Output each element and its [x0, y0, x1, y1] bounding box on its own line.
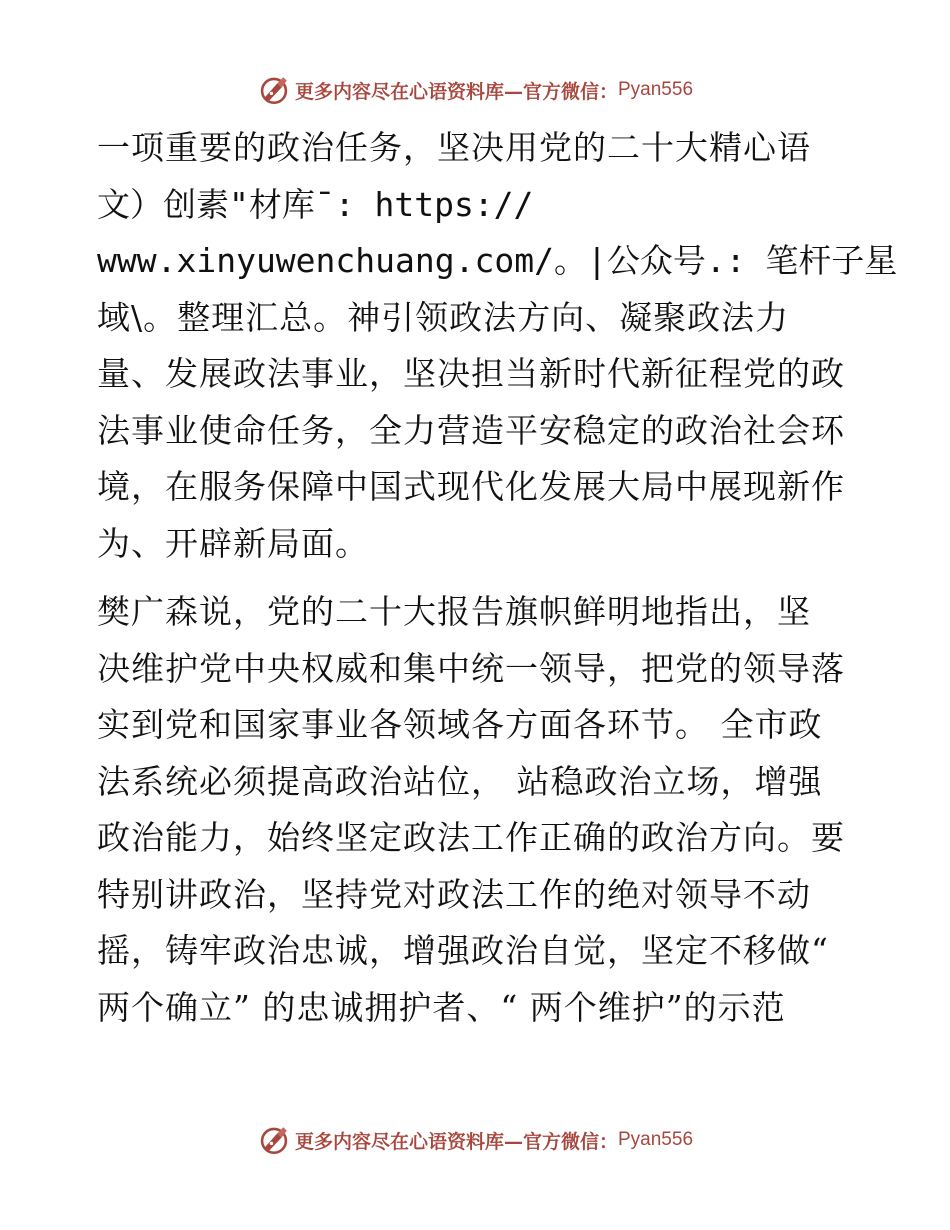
paragraph-gap — [97, 572, 857, 584]
header-banner-text: 更多内容尽在心语资料库—官方微信： — [294, 80, 618, 103]
text-line: 一项重要的政治任务，坚决用党的二十大精心语 — [97, 128, 811, 167]
text-line: 政治能力，始终坚定政法工作正确的政治方向。要 — [97, 818, 845, 857]
text-line: 决维护党中央权威和集中统一领导，把党的领导落 — [97, 648, 845, 688]
text-line: 樊广森说，党的二十大报告旗帜鲜明地指出，坚 — [97, 592, 811, 631]
text-line: 境，在服务保障中国式现代化发展大局中展现新作 — [97, 467, 845, 506]
text-line: 两个确立” 的忠诚拥护者、“ 两个维护”的示范 — [97, 987, 786, 1027]
text-line: 法事业使命任务，全力营造平安稳定的政治社会环 — [97, 410, 845, 450]
paragraph-1 — [97, 120, 898, 572]
text-line: www.xinyuwenchuang.com/。|公众号.: 笔杆子星 — [97, 241, 898, 280]
text-line: 实到党和国家事业各领域各方面各环节。 全市政 — [97, 705, 823, 744]
text-line: 为、开辟新局面。 — [97, 523, 369, 563]
document-body — [97, 120, 898, 1036]
header-banner — [0, 68, 950, 112]
text-line: 特别讲政治，坚持党对政法工作的绝对领导不动 — [97, 874, 811, 914]
text-line: 量、发展政法事业，坚决担当新时代新征程党的政 — [97, 354, 845, 393]
header-banner-account: Pyan556 — [618, 79, 694, 100]
text-line: 法系统必须提高政治站位， 站稳政治立场，增强 — [97, 761, 823, 801]
text-line: 文）创素"材库¯: https:// — [97, 184, 534, 224]
text-line: 域\。整理汇总。神引领政法方向、凝聚政法力 — [97, 297, 790, 337]
pen-nib-logo-icon — [257, 1123, 291, 1157]
text-line: 摇，铸牢政治忠诚，增强政治自觉，坚定不移做“ — [97, 931, 829, 970]
paragraph-2 — [97, 584, 857, 1036]
pen-nib-logo-icon — [257, 73, 291, 107]
footer-banner-text: 更多内容尽在心语资料库—官方微信： — [294, 1130, 618, 1153]
footer-banner — [0, 1118, 950, 1162]
footer-banner-account: Pyan556 — [618, 1129, 694, 1150]
